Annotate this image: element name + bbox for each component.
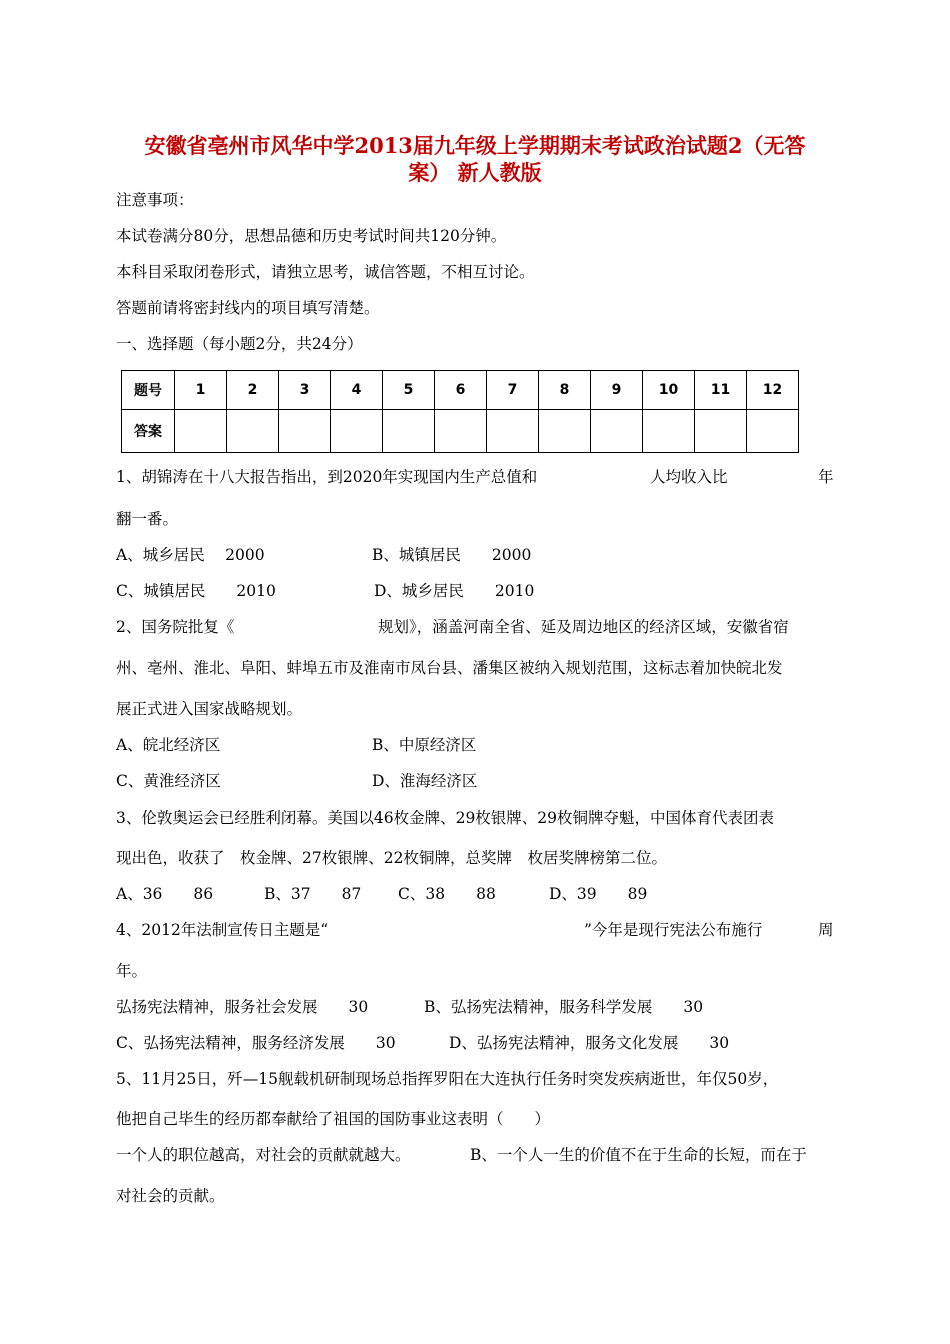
notice-item-3: 答题前请将密封线内的项目填写清楚。 <box>116 299 380 317</box>
q5-option-b: B、一个人一生的价值不在于生命的长短，而在于 <box>470 1146 807 1164</box>
q5-stem-line-2: 他把自己毕生的经历都奉献给了祖国的国防事业这表明（ ） <box>116 1110 551 1128</box>
q2-stem-part-2: 规划》，涵盖河南全省、延及周边地区的经济区域，安徽省宿 <box>378 618 789 636</box>
table-cell-number: 12 <box>747 371 799 410</box>
notice-item-2: 本科目采取闭卷形式，请独立思考，诚信答题，不相互讨论。 <box>116 263 535 281</box>
table-cell-number: 9 <box>591 371 643 410</box>
table-cell-number: 7 <box>487 371 539 410</box>
answer-cell[interactable] <box>487 410 539 453</box>
table-cell-number: 2 <box>227 371 279 410</box>
answer-cell[interactable] <box>279 410 331 453</box>
table-cell-number: 11 <box>695 371 747 410</box>
table-cell-number: 10 <box>643 371 695 410</box>
q4-stem-part-2: ”今年是现行宪法公布施行 <box>584 921 763 939</box>
answer-cell[interactable] <box>383 410 435 453</box>
table-header-number: 题号 <box>122 371 175 410</box>
table-cell-number: 1 <box>175 371 227 410</box>
q5-stem-line-1: 5、11月25日，歼—15舰载机研制现场总指挥罗阳在大连执行任务时突发疾病逝世，年仅50岁， <box>116 1070 779 1088</box>
answer-cell[interactable] <box>539 410 591 453</box>
answer-cell[interactable] <box>331 410 383 453</box>
section-heading: 一、选择题（每小题2分，共24分） <box>116 335 363 353</box>
table-cell-number: 5 <box>383 371 435 410</box>
notice-item-1: 本试卷满分80分，思想品德和历史考试时间共120分钟。 <box>116 227 507 245</box>
answer-cell[interactable] <box>747 410 799 453</box>
q3-option-b: B、37 87 <box>264 885 362 903</box>
q3-option-a: A、36 86 <box>116 885 214 903</box>
q4-stem-part-1: 4、2012年法制宣传日主题是“ <box>116 921 329 939</box>
q2-option-d: D、淮海经济区 <box>372 772 478 790</box>
title-line-1: 安徽省亳州市风华中学2013届九年级上学期期末考试政治试题2（无答 <box>144 133 806 158</box>
q3-stem-line-1: 3、伦敦奥运会已经胜利闭幕。美国以46枚金牌、29枚银牌、29枚铜牌夺魁，中国体育代表团表 <box>116 809 775 827</box>
table-cell-number: 8 <box>539 371 591 410</box>
q2-option-c: C、黄淮经济区 <box>116 772 221 790</box>
q1-option-c: C、城镇居民 2010 <box>116 582 276 600</box>
q5-option-b-line-2: 对社会的贡献。 <box>116 1187 225 1205</box>
q2-stem-line-3: 展正式进入国家战略规划。 <box>116 700 303 718</box>
q3-stem-line-2: 现出色，收获了 枚金牌、27枚银牌、22枚铜牌，总奖牌 枚居奖牌榜第二位。 <box>116 849 667 867</box>
notice-heading: 注意事项： <box>116 191 194 209</box>
answer-cell[interactable] <box>435 410 487 453</box>
q4-option-d: D、弘扬宪法精神，服务文化发展 30 <box>449 1034 730 1052</box>
table-cell-number: 4 <box>331 371 383 410</box>
q5-option-a: 一个人的职位越高，对社会的贡献就越大。 <box>116 1146 411 1164</box>
q4-stem-part-3: 周 <box>818 921 834 939</box>
document-title <box>100 132 850 186</box>
q1-stem-part-1: 1、胡锦涛在十八大报告指出，到2020年实现国内生产总值和 <box>116 468 538 486</box>
table-cell-number: 6 <box>435 371 487 410</box>
answer-cell[interactable] <box>175 410 227 453</box>
table-header-answer: 答案 <box>122 410 175 453</box>
answer-table-number-row <box>122 371 799 410</box>
q4-option-b: B、弘扬宪法精神，服务科学发展 30 <box>424 998 704 1016</box>
q1-stem-line-2: 翻一番。 <box>116 510 179 528</box>
q1-option-b: B、城镇居民 2000 <box>372 546 532 564</box>
q3-option-d: D、39 89 <box>549 885 648 903</box>
q1-option-d: D、城乡居民 2010 <box>374 582 535 600</box>
answer-cell[interactable] <box>695 410 747 453</box>
q4-option-a: 弘扬宪法精神，服务社会发展 30 <box>116 998 369 1016</box>
q2-stem-line-2: 州、亳州、淮北、阜阳、蚌埠五市及淮南市凤台县、潘集区被纳入规划范围，这标志着加快皖北发 <box>116 659 783 677</box>
q2-option-b: B、中原经济区 <box>372 736 477 754</box>
answer-cell[interactable] <box>591 410 643 453</box>
title-line-2: 案） 新人教版 <box>408 160 542 185</box>
q2-option-a: A、皖北经济区 <box>116 736 221 754</box>
answer-cell[interactable] <box>227 410 279 453</box>
answer-table <box>121 370 799 453</box>
table-cell-number: 3 <box>279 371 331 410</box>
q4-stem-line-2: 年。 <box>116 962 148 980</box>
answer-table-answer-row <box>122 410 799 453</box>
q3-option-c: C、38 88 <box>398 885 496 903</box>
q2-stem-part-1: 2、国务院批复《 <box>116 618 235 636</box>
q4-option-c: C、弘扬宪法精神，服务经济发展 30 <box>116 1034 396 1052</box>
q1-option-a: A、城乡居民 2000 <box>116 546 265 564</box>
answer-cell[interactable] <box>643 410 695 453</box>
q1-stem-part-3: 年 <box>818 468 834 486</box>
q1-stem-part-2: 人均收入比 <box>650 468 728 486</box>
